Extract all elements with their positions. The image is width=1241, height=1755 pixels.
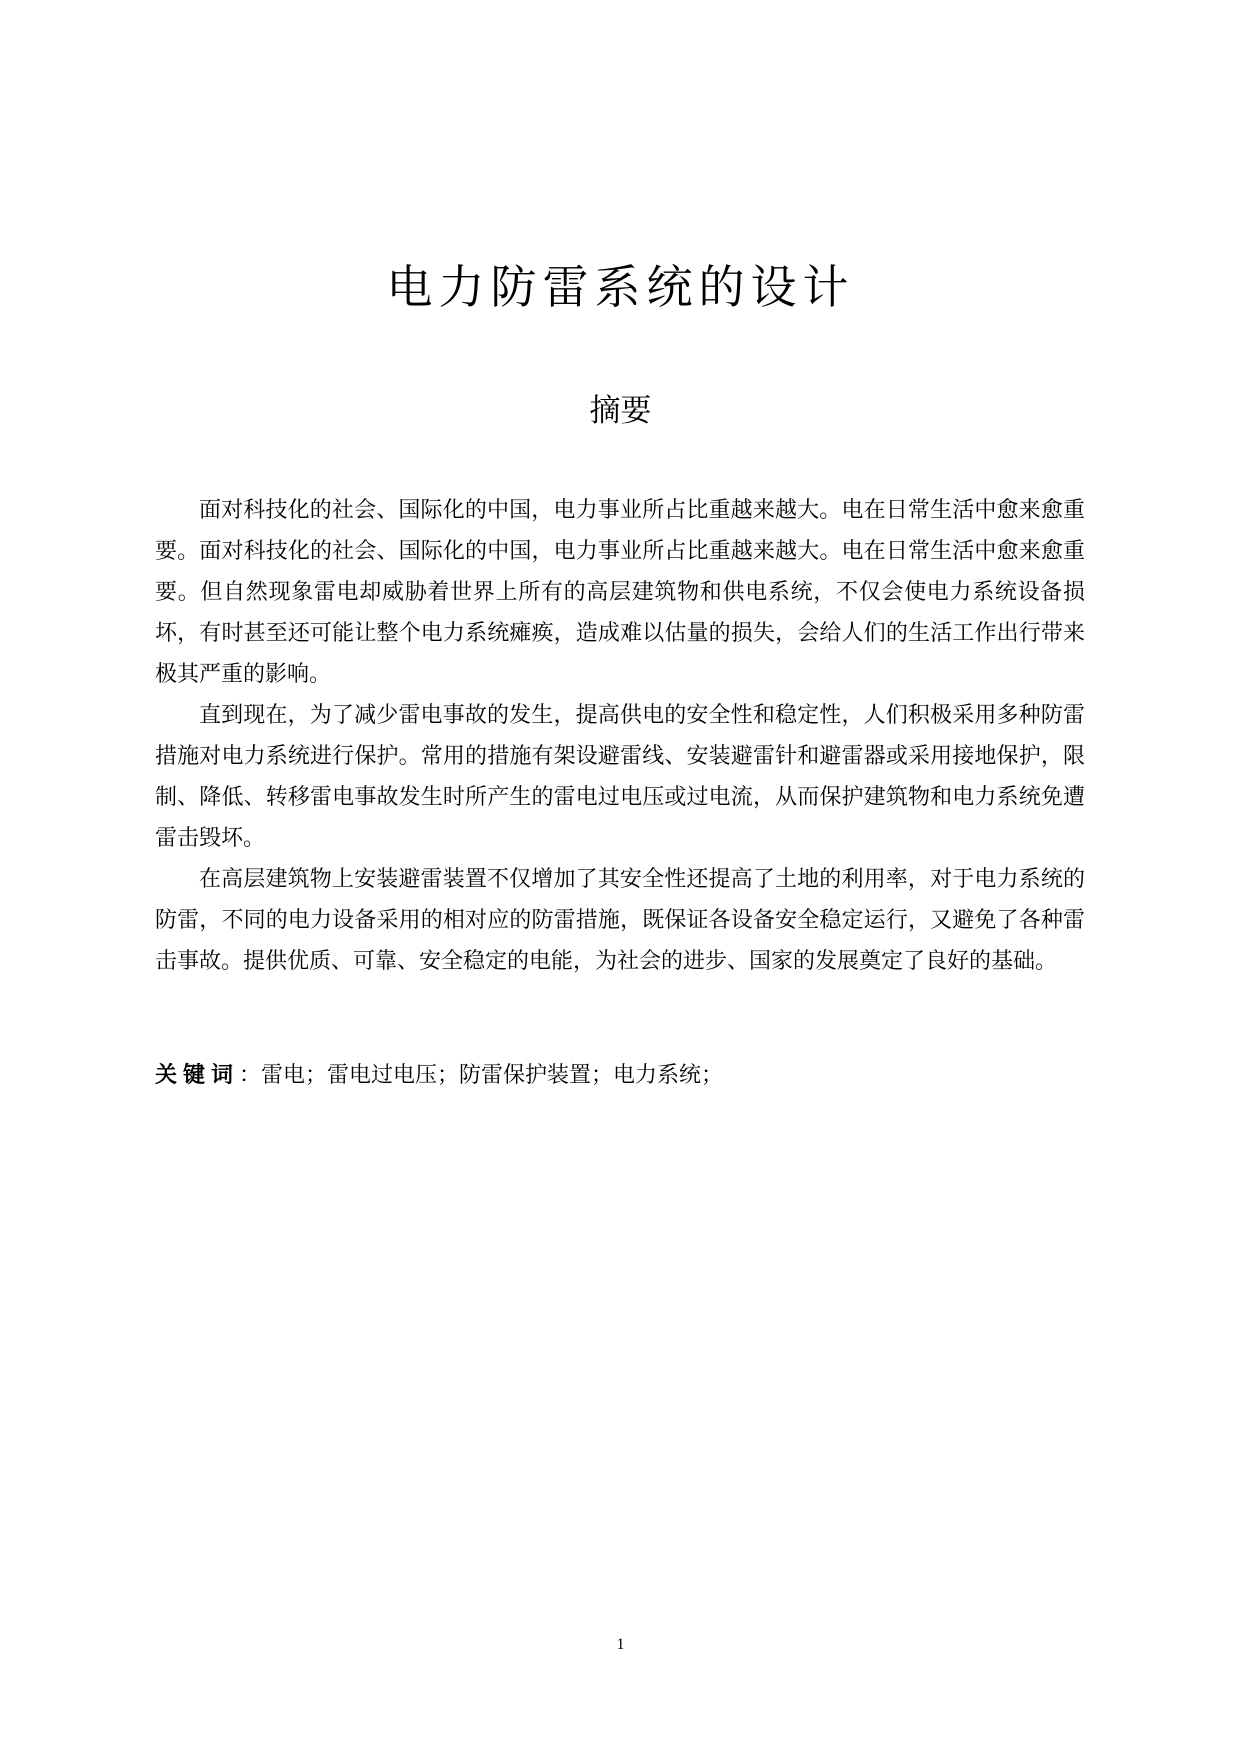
keywords-line [155,1055,1085,1096]
abstract-paragraph-2: 直到现在，为了减少雷电事故的发生，提高供电的安全性和稳定性，人们积极采用多种防雷措施对电力系统进行保护。常用的措施有架设避雷线、安装避雷针和避雷器或采用接地保护，限制、降低、转移雷电事故发生时所产生的雷电过电压或过电流，从而保护建筑物和电力系统免遭雷击毁坏。 [155,703,1085,851]
abstract-body [155,490,1085,982]
keywords-text: 雷电；雷电过电压；防雷保护装置；电力系统； [261,1063,724,1088]
abstract-paragraph-1: 面对科技化的社会、国际化的中国，电力事业所占比重越来越大。电在日常生活中愈来愈重要。面对科技化的社会、国际化的中国，电力事业所占比重越来越大。电在日常生活中愈来愈重要。但自然现象雷电却威胁着世界上所有的高层建筑物和供电系统，不仅会使电力系统设备损坏，有时甚至还可能让整个电力系统瘫痪，造成难以估量的损失，会给人们的生活工作出行带来极其严重的影响。 [155,498,1085,687]
keywords-label: 关键词 [155,1063,240,1088]
document-title: 电力防雷系统的设计 [386,260,855,314]
abstract-paragraph-3: 在高层建筑物上安装避雷装置不仅增加了其安全性还提高了土地的利用率，对于电力系统的防雷，不同的电力设备采用的相对应的防雷措施，既保证各设备安全稳定运行，又避免了各种雷击事故。提供优质、可靠、安全稳定的电能，为社会的进步、国家的发展奠定了良好的基础。 [155,867,1085,974]
keywords-colon: ： [239,1063,262,1088]
abstract-heading: 摘要 [589,393,652,429]
page-number: 1 [616,1636,625,1653]
